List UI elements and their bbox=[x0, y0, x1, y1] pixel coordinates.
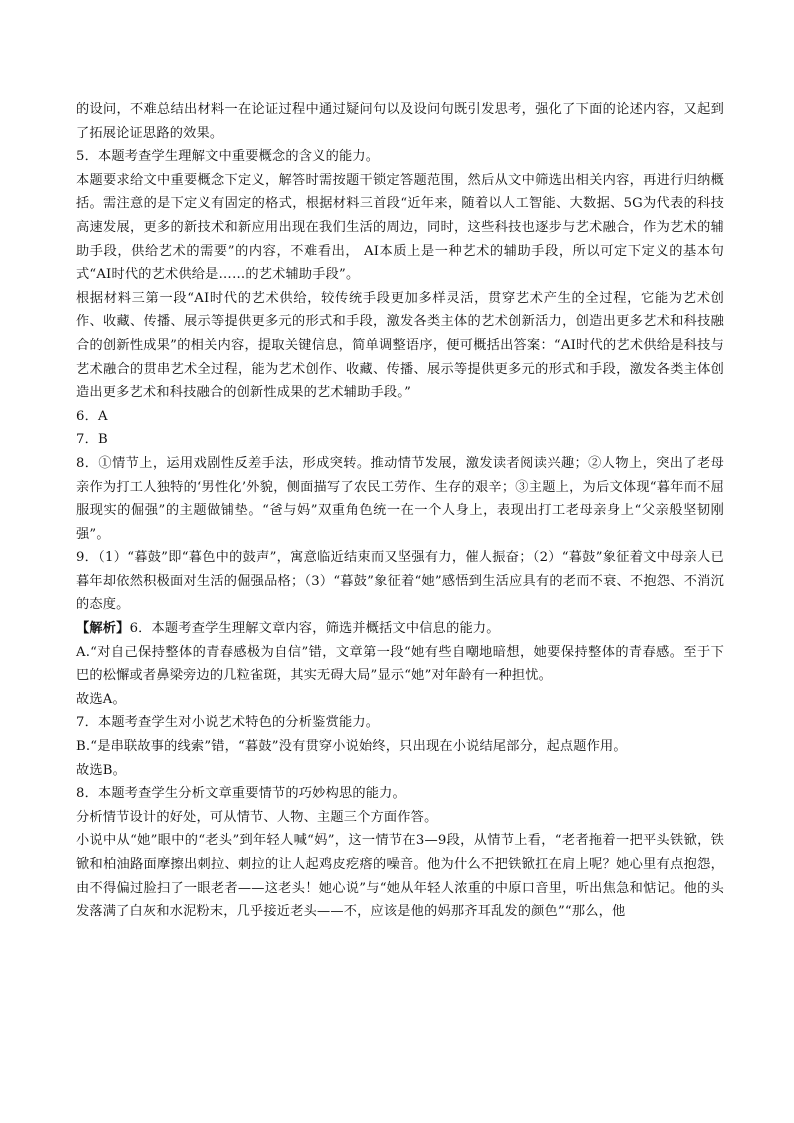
paragraph-12: 7．本题考查学生对小说艺术特色的分析鉴赏能力。 bbox=[76, 715, 380, 731]
answer-7: 7．B bbox=[76, 432, 108, 448]
paragraph-2: 5．本题考查学生理解文中重要概念的含义的能力。 bbox=[76, 149, 380, 165]
analysis-paragraph bbox=[76, 617, 724, 641]
paragraph-14: 故选B。 bbox=[76, 762, 127, 778]
paragraph-13: B.“是串联故事的线索”错，“暮鼓”没有贯穿小说始终，只出现在小说结尾部分，起点题作用。 bbox=[76, 739, 627, 755]
answer-8: 8．①情节上，运用戏剧性反差手法，形成突转。推动情节发展，激发读者阅读兴趣；②人物上，突出了老母亲作为打工人独特的‘男性化’外貌，侧面描写了农民工劳作、生存的艰辛；③主题上，为后文体现“暮年而不屈服现实的倔强”的主题做铺垫。“爸与妈”双重角色统一在一个人身上，表现出打工老母亲身上“父亲般坚韧刚强”。 bbox=[76, 455, 724, 542]
paragraph-4: 根据材料三第一段“AI时代的艺术供给，较传统手段更加多样灵活，贯穿艺术产生的全过程，它能为艺术创作、收藏、传播、展示等提供更多元的形式和手段，激发各类主体的艺术创新活力，创造出更多艺术和科技融合的创新性成果”的相关内容，提取关键信息，简单调整语序，便可概括出答案：“AI时代的艺术供给是科技与艺术融合的贯串艺术全过程，能为艺术创作、收藏、传播、展示等提供更多元的形式和手段，激发各类主体创造出更多艺术和科技融合的创新性成果的艺术辅助手段。” bbox=[76, 290, 724, 401]
analysis-text: 6．本题考查学生理解文章内容，筛选并概括文中信息的能力。 bbox=[129, 621, 500, 637]
paragraph-11: 故选A。 bbox=[76, 691, 126, 707]
paragraph-16: 分析情节设计的好处，可从情节、人物、主题三个方面作答。 bbox=[76, 809, 438, 825]
answer-6: 6．A bbox=[76, 408, 108, 424]
answer-9: 9．（1）“暮鼓”即“暮色中的鼓声”，寓意临近结束而又坚强有力，催人振奋；（2）“暮鼓”象征着文中母亲人已暮年却依然积极面对生活的倔强品格；（3）“暮鼓”象征着“她”感悟到生活应具有的老而不衰、不抱怨、不消沉的态度。 bbox=[76, 550, 724, 613]
paragraph-17: 小说中从“她”眼中的“老头”到年轻人喊“妈”，这一情节在3—9段，从情节上看，“老者拖着一把平头铁锨，铁锨和柏油路面摩擦出刺拉、刺拉的让人起鸡皮疙瘩的噪音。他为什么不把铁锨扛在肩上呢？她心里有点抱怨，由不得偏过脸扫了一眼老者——这老头！她心说”与“她从年轻人浓重的中原口音里，听出焦急和惦记。他的头发落满了白灰和水泥粉末，几乎接近老头——不，应该是他的妈那齐耳乱发的颜色”“那么，他 bbox=[76, 833, 724, 920]
paragraph-15: 8．本题考查学生分析文章重要情节的巧妙构思的能力。 bbox=[76, 786, 406, 802]
paragraph-3: 本题要求给文中重要概念下定义，解答时需按题干锁定答题范围，然后从文中筛选出相关内容，再进行归纳概括。需注意的是下定义有固定的格式，根据材料三首段“近年来，随着以人工智能、大数据、5G为代表的科技高速发展，更多的新技术和新应用出现在我们生活的周边，同时，这些科技也逐步与艺术融合，作为艺术的辅助手段，供给艺术的需要”的内容，不难看出， AI本质上是一种艺术的辅助手段，所以可定下定义的基本句式“AI时代的艺术供给是……的艺术辅助手段”。 bbox=[76, 172, 724, 283]
paragraph-1: 的设问，不难总结出材料一在论证过程中通过疑问句以及设问句既引发思考，强化了下面的论述内容，又起到了拓展论证思路的效果。 bbox=[76, 102, 724, 141]
paragraph-10: A.“对自己保持整体的青春感极为自信”错，文章第一段“她有些自嘲地暗想，她要保持整体的青春感。至于下巴的松懈或者鼻梁旁边的几粒雀斑，其实无碍大局”显示“她”对年龄有一种担忧。 bbox=[76, 644, 724, 684]
document-page bbox=[76, 98, 724, 924]
analysis-tag: 【解析】 bbox=[76, 621, 130, 637]
